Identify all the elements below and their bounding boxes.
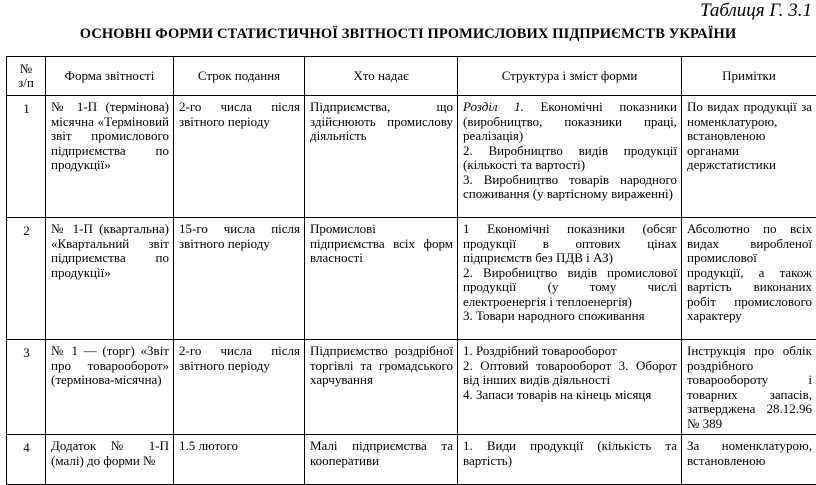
- header-notes: Примітки: [682, 57, 816, 96]
- row-structure: [458, 96, 682, 218]
- structure-line: [463, 100, 677, 144]
- row-num: 4: [7, 435, 46, 485]
- header-num-line2: з/п: [18, 75, 34, 90]
- row-submitter: Промислові підприємства всіх форм власності: [305, 218, 458, 340]
- row-form: № 1 — (торг) «Звіт про товарооборот» (термінова-місячна): [46, 340, 174, 435]
- row-notes: За номенклатурою, встановленою: [682, 435, 816, 485]
- row-num: 2: [7, 218, 46, 340]
- structure-line-text: Економічні показники (виробництво, показники праці, реалізація): [463, 99, 677, 143]
- header-submitter: Хто надає: [305, 57, 458, 96]
- row-num: 1: [7, 96, 46, 218]
- structure-line: 3. Товари народного споживання: [463, 309, 677, 324]
- row-deadline: 2-го числа після звітного періоду: [174, 340, 305, 435]
- header-deadline: Строк подання: [174, 57, 305, 96]
- table-row: [7, 435, 816, 485]
- row-form: № 1-П (квартальна) «Квартальний звіт підприємства по продукції»: [46, 218, 174, 340]
- statistics-forms-table: [6, 56, 816, 485]
- header-structure: Структура і зміст форми: [458, 57, 682, 96]
- document-title: ОСНОВНІ ФОРМИ СТАТИСТИЧНОЇ ЗВІТНОСТІ ПРОМИСЛОВИХ ПІДПРИЄМСТВ УКРАЇНИ: [0, 26, 816, 43]
- header-form: Форма звітності: [46, 57, 174, 96]
- row-deadline: 2-го числа після звітного періоду: [174, 96, 305, 218]
- row-submitter: Малі підприємства та кооперативи: [305, 435, 458, 485]
- structure-line: 4. Запаси товарів на кінець місяця: [463, 388, 677, 403]
- row-submitter: Підприємства, що здійснюють промислову діяльність: [305, 96, 458, 218]
- row-notes: Інструкція про облік роздрібного товарообороту і товарних запасів, затверджена 28.12.96 № 389: [682, 340, 816, 435]
- table-row: [7, 96, 816, 218]
- structure-line: 2. Оптовий товарооборот 3. Оборот від інших видів діяльності: [463, 359, 677, 388]
- structure-line: 3. Виробництво товарів народного споживання (у вартісному вираженні): [463, 173, 677, 202]
- row-notes: Абсолютно по всіх видах виробленої промислової продукції, а також вартість виконаних робіт промислового характеру: [682, 218, 816, 340]
- row-submitter: Підприємство роздрібної торгівлі та громадського харчування: [305, 340, 458, 435]
- structure-line: 1 Економічні показники (обсяг продукції в оптових цінах підприємств без ПДВ і АЗ): [463, 222, 677, 266]
- row-deadline: 15-го числа після звітного періоду: [174, 218, 305, 340]
- row-structure: [458, 218, 682, 340]
- table-row: [7, 340, 816, 435]
- row-form: № 1-П (термінова) місячна «Терміновий звіт промислового підприємства по продукції»: [46, 96, 174, 218]
- row-notes: По видах продукції за номенклатурою, встановленою органами держстатистики: [682, 96, 816, 218]
- row-num: 3: [7, 340, 46, 435]
- table-row: [7, 218, 816, 340]
- header-num: [7, 57, 46, 96]
- structure-line: 2. Виробництво видів промислової продукції (у тому числі електроенергія і теплоенергія): [463, 266, 677, 310]
- structure-section-lead: Розділ 1.: [463, 99, 524, 114]
- row-structure: [458, 340, 682, 435]
- row-deadline: 1.5 лютого: [174, 435, 305, 485]
- table-label: Таблиця Г. 3.1: [700, 0, 812, 22]
- row-structure: [458, 435, 682, 485]
- row-form: Додаток № 1-П (малі) до форми №: [46, 435, 174, 485]
- structure-line: 1. Роздрібний товарооборот: [463, 344, 677, 359]
- header-num-line1: №: [20, 61, 32, 76]
- structure-line: 1. Види продукції (кількість та вартість): [463, 439, 677, 468]
- structure-line: 2. Виробництво видів продукції (кількості та вартості): [463, 144, 677, 173]
- table-header-row: [7, 57, 816, 96]
